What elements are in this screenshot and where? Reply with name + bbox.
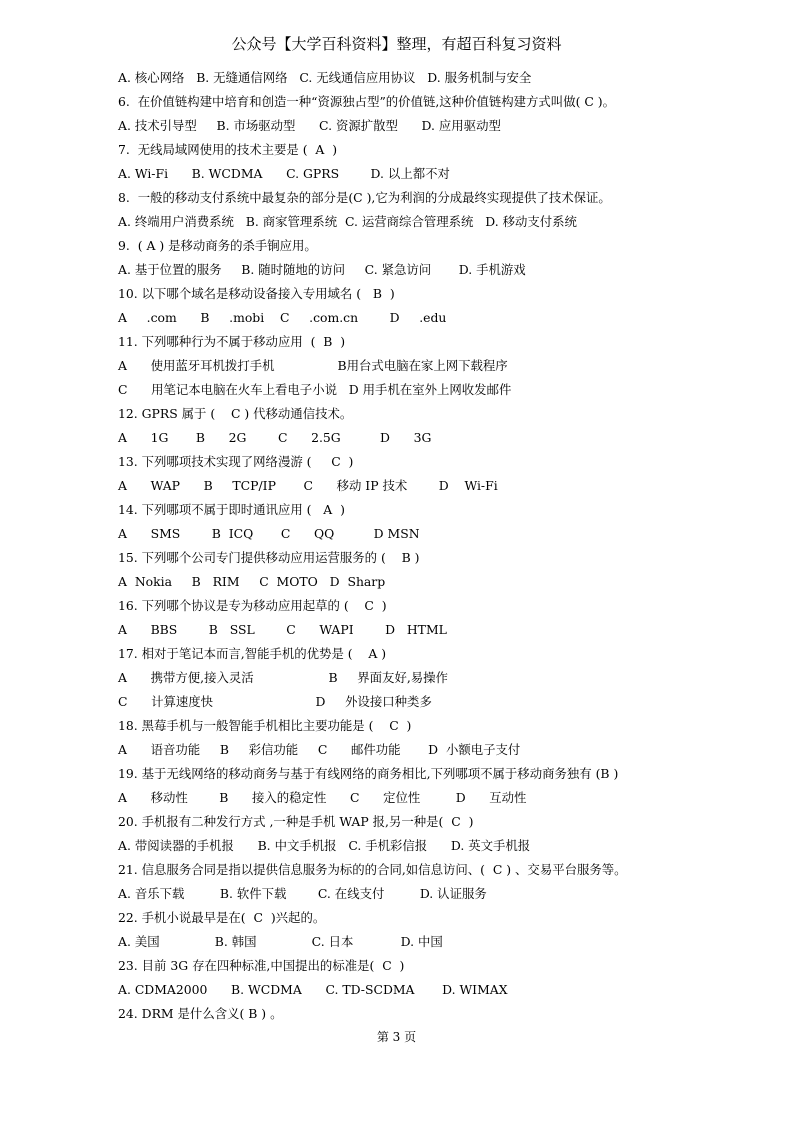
text-line: A Nokia B RIM C MOTO D Sharp [118,574,386,589]
text-line: 16. 下列哪个协议是专为移动应用起草的 ( C ) [118,598,387,613]
text-line: 10. 以下哪个域名是移动设备接入专用域名 ( B ) [118,286,395,301]
text-line: A. 美国 B. 韩国 C. 日本 D. 中国 [118,934,443,949]
text-line: C 用笔记本电脑在火车上看电子小说 D 用手机在室外上网收发邮件 [118,382,512,397]
text-line: 22. 手机小说最早是在( C )兴起的。 [118,910,326,925]
text-line: A. 音乐下载 B. 软件下载 C. 在线支付 D. 认证服务 [118,886,487,901]
text-line: 21. 信息服务合同是指以提供信息服务为标的的合同,如信息访问、( C ) 、交易平台服务等。 [118,862,627,877]
text-line: 9. ( A ) 是移动商务的杀手锏应用。 [118,238,317,253]
text-line: 7. 无线局域网使用的技术主要是 ( A ) [118,142,338,157]
text-line: C 计算速度快 D 外设接口种类多 [118,694,432,709]
text-line: 11. 下列哪种行为不属于移动应用 ( B ) [118,334,346,349]
text-line: A. Wi-Fi B. WCDMA C. GPRS D. 以上都不对 [118,166,450,181]
text-line: 15. 下列哪个公司专门提供移动应用运营服务的 ( B ) [118,550,420,565]
text-line: A. CDMA2000 B. WCDMA C. TD-SCDMA D. WIMAX [118,982,508,997]
text-line: 6. 在价值链构建中培育和创造一种“资源独占型”的价值链,这种价值链构建方式叫做( C )。 [118,94,616,109]
page-number: 第 3 页 [376,1030,417,1044]
text-line: 23. 目前 3G 存在四种标准,中国提出的标准是( C ) [118,958,405,973]
text-line: 14. 下列哪项不属于即时通讯应用 ( A ) [118,502,345,517]
text-line: A. 带阅读器的手机报 B. 中文手机报 C. 手机彩信报 D. 英文手机报 [118,838,531,853]
page-header: 公众号【大学百科资料】整理，有超百科复习资料 [231,35,562,53]
text-line: 17. 相对于笔记本而言,智能手机的优势是 ( A ) [118,646,387,661]
text-line: 24. DRM 是什么含义( B ) 。 [118,1006,283,1021]
text-line: A BBS B SSL C WAPI D HTML [118,622,447,637]
text-line: 20. 手机报有二种发行方式 ,一种是手机 WAP 报,另一种是( C ) [118,814,474,829]
text-line: A. 核心网络 B. 无缝通信网络 C. 无线通信应用协议 D. 服务机制与安全 [118,70,532,85]
text-line: 19. 基于无线网络的移动商务与基于有线网络的商务相比,下列哪项不属于移动商务独有 (B ) [118,766,619,781]
text-line: 13. 下列哪项技术实现了网络漫游 ( C ) [118,454,354,469]
text-line: A 移动性 B 接入的稳定性 C 定位性 D 互动性 [118,790,527,805]
text-line: A SMS B ICQ C QQ D MSN [118,526,420,541]
text-line: A WAP B TCP/IP C 移动 IP 技术 D Wi-Fi [118,478,498,493]
text-line: 18. 黑莓手机与一般智能手机相比主要功能是 ( C ) [118,718,412,733]
text-line: A .com B .mobi C .com.cn D .edu [118,310,447,325]
text-line: A 1G B 2G C 2.5G D 3G [118,430,432,445]
text-line: A. 终端用户消费系统 B. 商家管理系统 C. 运营商综合管理系统 D. 移动支付系统 [118,214,577,229]
text-line: A. 基于位置的服务 B. 随时随地的访问 C. 紧急访问 D. 手机游戏 [118,262,526,277]
text-line: 12. GPRS 属于 ( C ) 代移动通信技术。 [118,406,353,421]
text-line: A 语音功能 B 彩信功能 C 邮件功能 D 小额电子支付 [118,742,521,757]
text-line: 8. 一般的移动支付系统中最复杂的部分是(C ),它为利润的分成最终实现提供了技术保证。 [118,190,611,205]
text-line: A 使用蓝牙耳机拨打手机 B用台式电脑在家上网下载程序 [118,358,508,373]
document-body [118,66,718,1026]
text-line: A. 技术引导型 B. 市场驱动型 C. 资源扩散型 D. 应用驱动型 [118,118,501,133]
text-line: A 携带方便,接入灵活 B 界面友好,易操作 [118,670,448,685]
